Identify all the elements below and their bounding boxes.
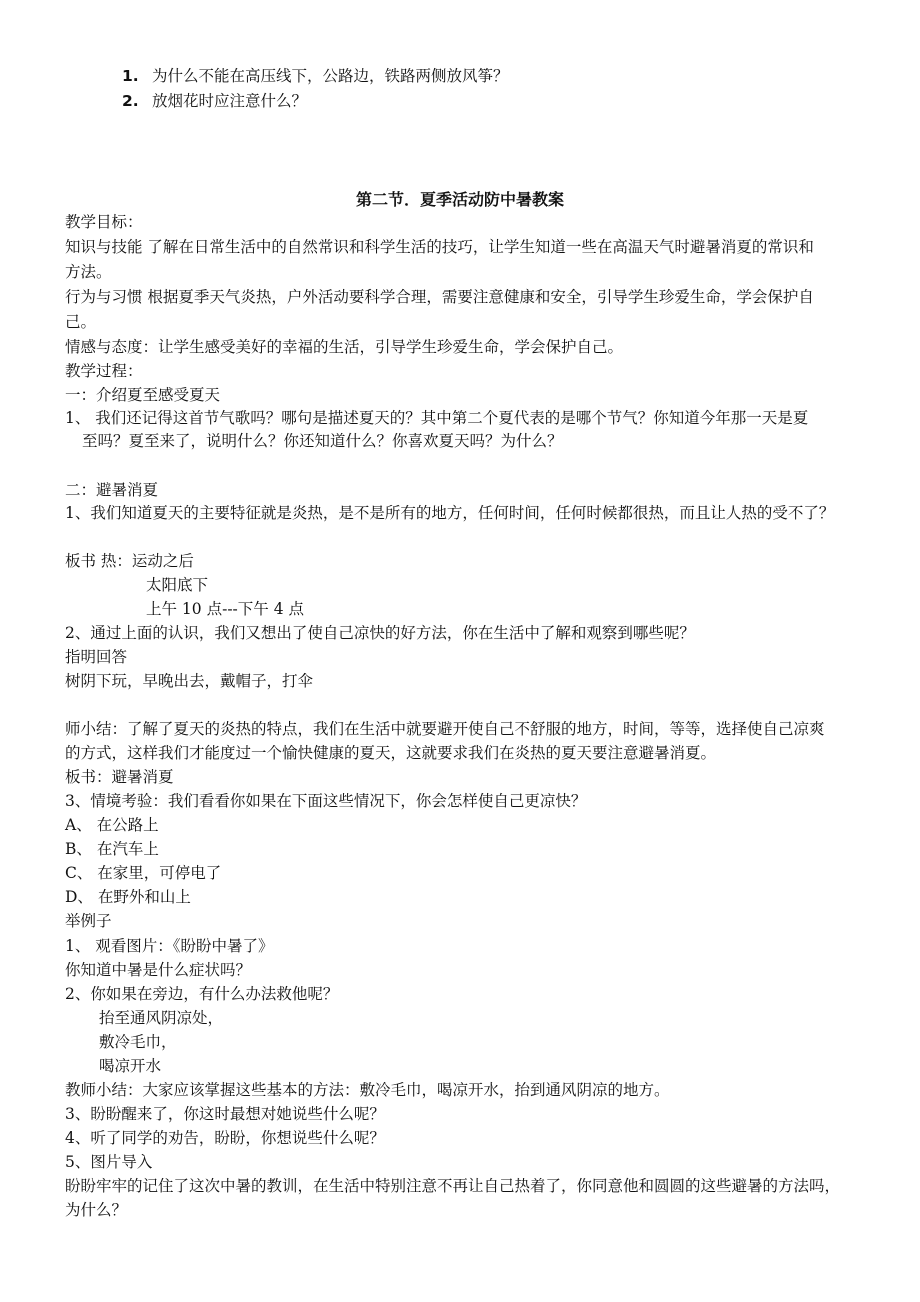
text-line: 4、听了同学的劝告，盼盼，你想说些什么呢？ [65,1129,385,1147]
text-line: 1、我们知道夏天的主要特征就是炎热，是不是所有的地方，任何时间，任何时候都很热，而且让人热的受不了？ [65,504,835,522]
text-line: 的方式，这样我们才能度过一个愉快健康的夏天，这就要求我们在炎热的夏天要注意避暑消夏。 [65,744,717,762]
text-line: 抬至通风阴凉处， [99,1009,224,1027]
question-number: 1. [122,67,139,85]
text-line: 敷冷毛巾， [99,1033,177,1051]
text-line: 2、通过上面的认识，我们又想出了使自己凉快的好方法，你在生活中了解和观察到哪些呢？ [65,624,695,642]
text-line: 至吗？夏至来了，说明什么？你还知道什么？你喜欢夏天吗？为什么？ [82,432,563,450]
text-line: 太阳底下 [146,576,209,594]
text-line: 为什么？ [65,1201,128,1219]
text-line: 盼盼牢牢的记住了这次中暑的教训，在生活中特别注意不再让自己热着了，你同意他和圆圆的这些避暑的方法吗， [65,1177,841,1195]
text-line: 举例子 [65,912,112,930]
question-text: 为什么不能在高压线下，公路边，铁路两侧放风筝？ [152,67,509,85]
question-number: 2. [122,92,139,110]
text-line: 二：避暑消夏 [65,481,159,499]
text-line: 一：介绍夏至感受夏天 [65,386,221,404]
text-line: 己。 [65,313,97,331]
text-line: 板书 热：运动之后 [65,552,194,570]
text-line: 5、图片导入 [65,1153,153,1171]
text-line: C、 在家里，可停电了 [65,864,222,882]
text-line: A、 在公路上 [65,816,159,834]
text-line: B、 在汽车上 [65,840,159,858]
text-line: 教学目标： [65,213,143,231]
text-line: 1、 我们还记得这首节气歌吗？哪句是描述夏天的？其中第二个夏代表的是哪个节气？你知道今年那一天是夏 [65,409,809,427]
text-line: D、 在野外和山上 [65,888,191,906]
text-line: 你知道中暑是什么症状吗？ [65,961,252,979]
text-line: 行为与习惯 根据夏季天气炎热，户外活动要科学合理，需要注意健康和安全，引导学生珍爱生命，学会保护自 [65,288,814,306]
text-line: 指明回答 [65,648,128,666]
text-line: 知识与技能 了解在日常生活中的自然常识和科学生活的技巧，让学生知道一些在高温天气时避暑消夏的常识和 [65,238,814,256]
section-title: 第二节．夏季活动防中暑教案 [355,190,564,209]
text-line: 板书：避暑消夏 [65,768,174,786]
question-text: 放烟花时应注意什么？ [152,92,308,110]
text-line: 师小结：了解了夏天的炎热的特点，我们在生活中就要避开使自己不舒服的地方，时间，等等，选择使自己凉爽 [65,720,825,738]
text-line: 树阴下玩，早晚出去，戴帽子，打伞 [65,672,314,690]
text-line: 教师小结：大家应该掌握这些基本的方法：敷冷毛巾，喝凉开水，抬到通风阴凉的地方。 [65,1081,670,1099]
text-line: 情感与态度：让学生感受美好的幸福的生活，引导学生珍爱生命，学会保护自己。 [65,338,624,356]
text-line: 上午 10 点---下午 4 点 [146,600,305,618]
text-line: 3、盼盼醒来了，你这时最想对她说些什么呢？ [65,1105,385,1123]
text-line: 教学过程： [65,362,143,380]
text-line: 2、你如果在旁边，有什么办法救他呢？ [65,985,339,1003]
text-line: 3、情境考验：我们看看你如果在下面这些情况下，你会怎样使自己更凉快？ [65,792,587,810]
text-line: 喝凉开水 [99,1057,162,1075]
text-line: 1、 观看图片：《盼盼中暑了》 [65,937,274,955]
text-line: 方法。 [65,263,112,281]
